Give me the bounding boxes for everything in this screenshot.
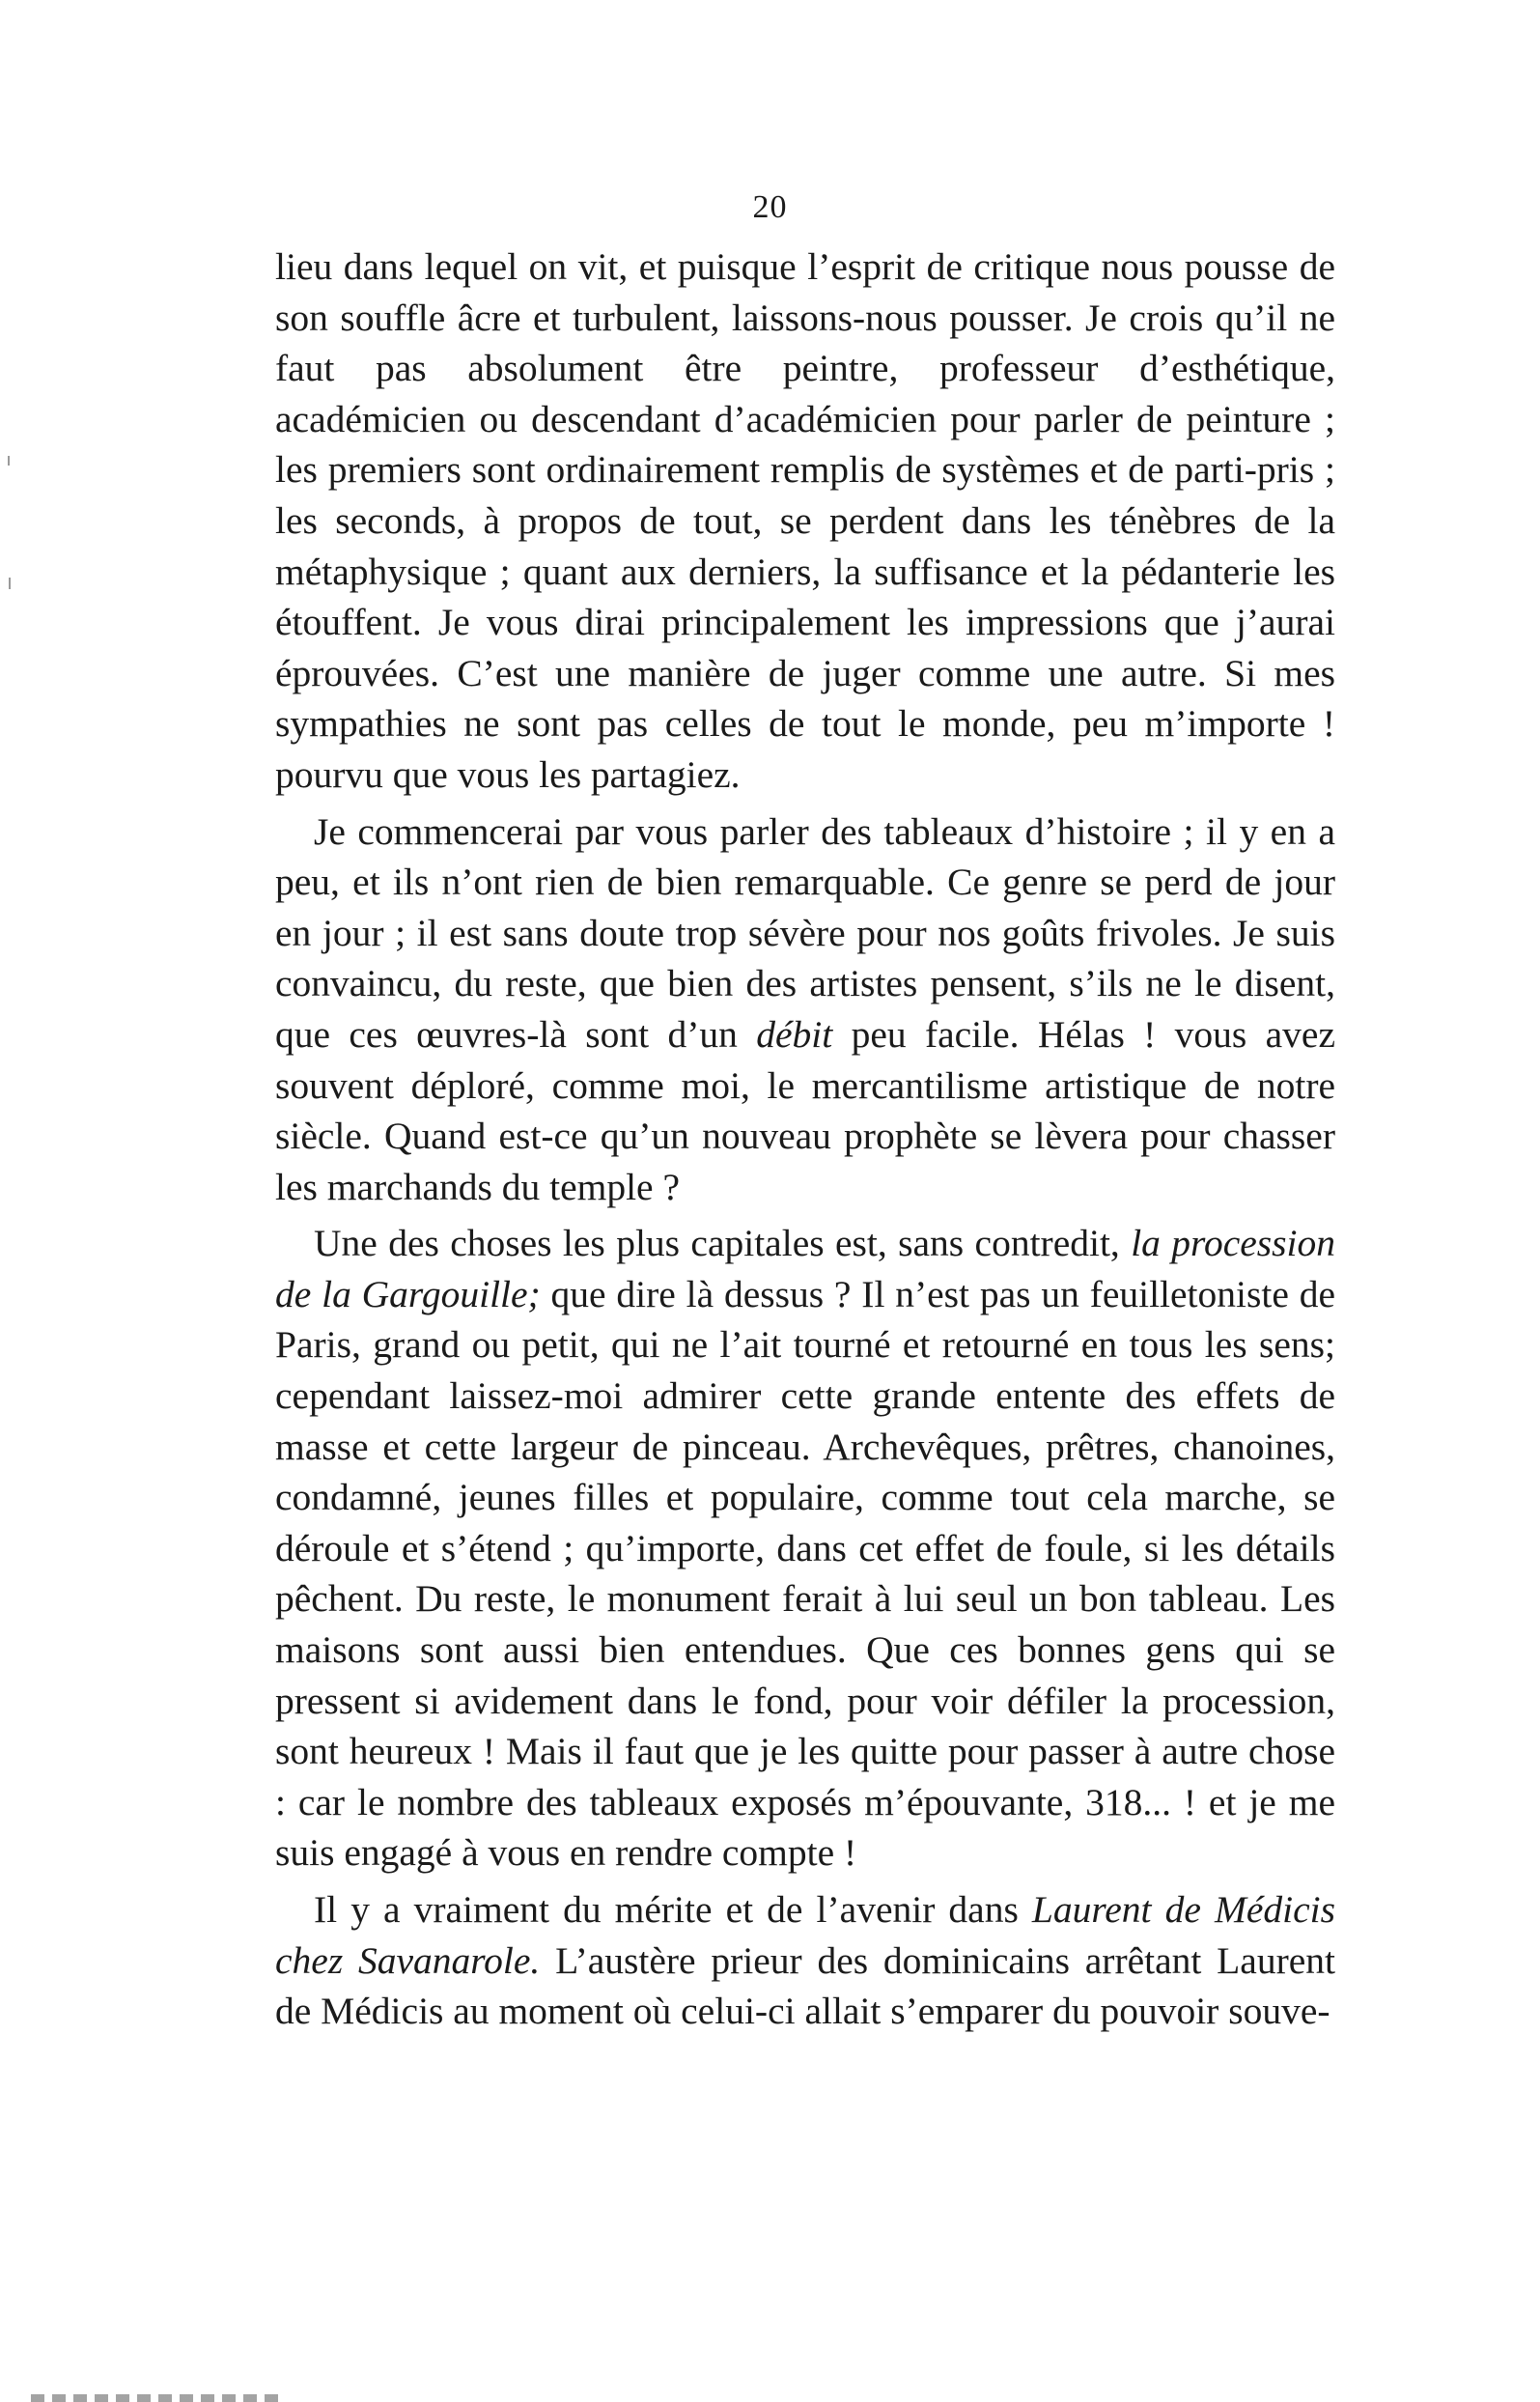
paragraph-laurent-de-medicis bbox=[275, 1884, 1335, 2037]
text-run: que dire là dessus ? Il n’est pas un feuilletoniste de Paris, grand ou petit, qui ne l’ait tourné et retourné en tous les sens; cependant laissez-moi admirer cette grande entente des effets de masse et cette largeur de pinceau. Archevêques, prêtres, chanoines, condamné, jeunes filles et populaire, comme tout cela marche, se déroule et s’étend ; qu’importe, dans cet effet de foule, si les détails pêchent. Du reste, le monument ferait à lui seul un bon tableau. Les maisons sont aussi bien entendues. Que ces bonnes gens qui se pressent si avidement dans le fond, pour voir défiler la procession, sont heureux ! Mais il faut que je les quitte pour passer à autre chose : car le nombre des tableaux exposés m’épouvante, 318... ! et je me suis engagé à vous en rendre compte ! bbox=[275, 1272, 1335, 1875]
body-text bbox=[275, 241, 1335, 2037]
page-number: 20 bbox=[752, 189, 788, 225]
text-run: peu facile. Hélas ! vous avez souvent déploré, comme moi, le mercantilisme artistique de notre siècle. Quand est-ce qu’un nouveau prophète se lèvera pour chasser les marchands du temple ? bbox=[275, 1012, 1335, 1208]
text-run: L’austère prieur des dominicains arrêtant Laurent de Médicis au moment où celui-ci allait s’emparer du pouvoir souve- bbox=[275, 1938, 1335, 2033]
text-run: Il y a vraiment du mérite et de l’avenir dans bbox=[314, 1888, 1032, 1931]
paragraph-continuation bbox=[275, 241, 1335, 801]
text-run: lieu dans lequel on vit, et puisque l’esprit de critique nous pousse de son souffle âcre et turbulent, laissons-nous pousser. Je crois qu’il ne faut pas absolument être peintre, professeur d’esthétique, académicien ou descendant d’académicien pour parler de peinture ; les premiers sont ordinairement remplis de systèmes et de parti-pris ; les seconds, à propos de tout, se perdent dans les ténèbres de la métaphysique ; quant aux derniers, la suffisance et la pédanterie les étouffent. Je vous dirai principalement les impressions que j’aurai éprouvées. C’est une manière de juger comme une autre. Si mes sympathies ne sont pas celles de tout le monde, peu m’importe ! pourvu que vous les partagiez. bbox=[275, 245, 1335, 796]
italic-title-run: la procession de la Gargouille; bbox=[275, 1222, 1335, 1315]
italic-title-run: Laurent de Médicis chez Savanarole. bbox=[275, 1888, 1335, 1982]
italic-title-run: débit bbox=[756, 1012, 833, 1056]
bottom-edge-artifact bbox=[31, 2394, 282, 2402]
margin-speck bbox=[8, 456, 10, 466]
text-run: Je commencerai par vous parler des tableaux d’histoire ; il y en a peu, et ils n’ont rien de bien remarquable. Ce genre se perd de jour en jour ; il est sans doute trop sévère pour nos goûts frivoles. Je suis convaincu, du reste, que bien des artistes pensent, s’ils ne le disent, que ces œuvres-là sont d’un bbox=[275, 809, 1335, 1056]
text-run: Une des choses les plus capitales est, sans contredit, bbox=[314, 1222, 1132, 1265]
margin-speck bbox=[9, 578, 11, 589]
paragraph-history-paintings bbox=[275, 806, 1335, 1213]
paragraph-procession-gargouille bbox=[275, 1218, 1335, 1879]
